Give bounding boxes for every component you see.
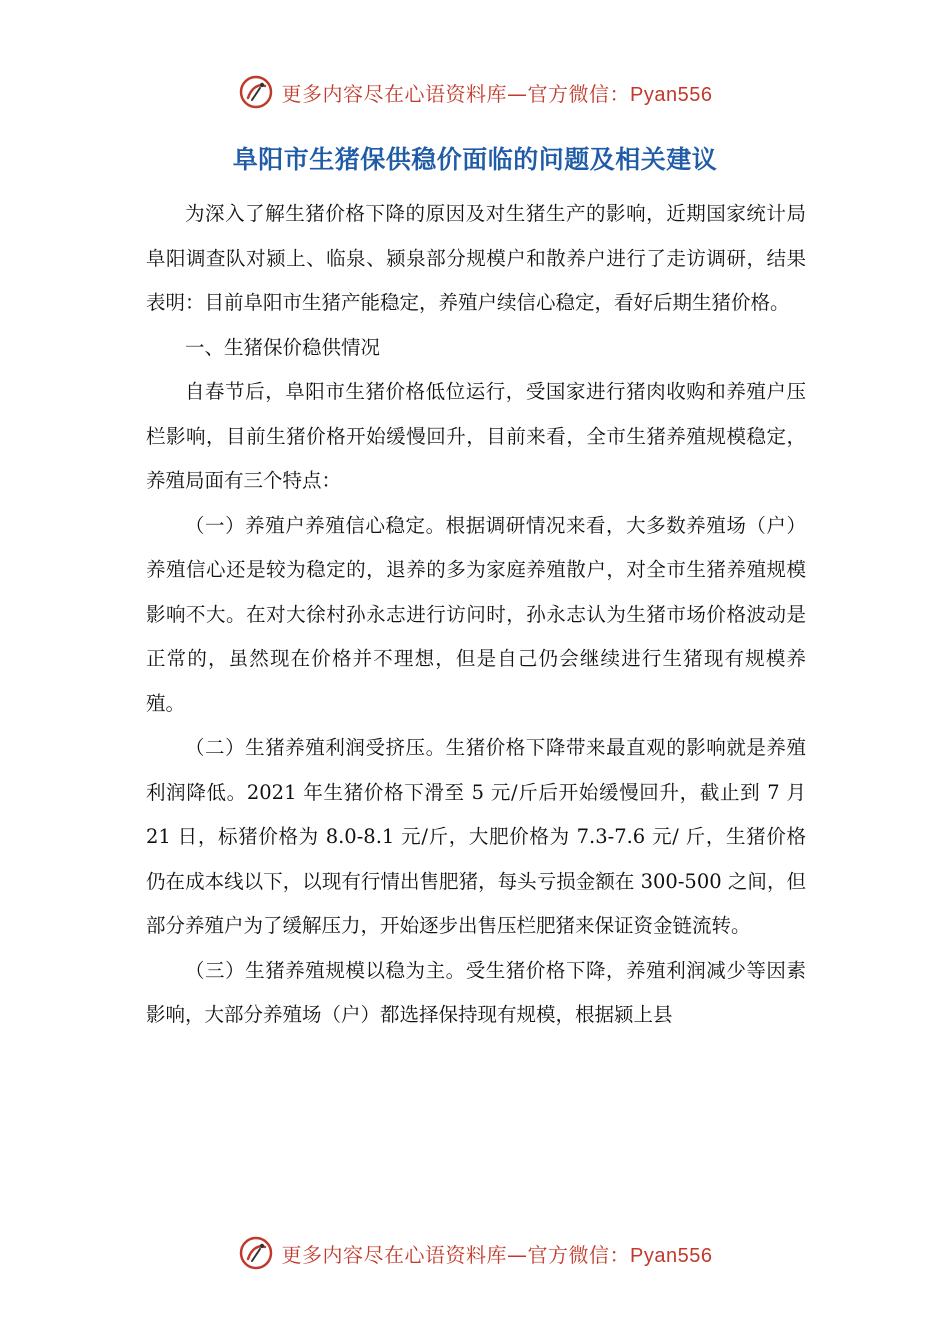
logo-icon [238,1235,274,1271]
paragraph: 自春节后，阜阳市生猪价格低位运行，受国家进行猪肉收购和养殖户压栏影响，目前生猪价格开始缓慢回升，目前来看，全市生猪养殖规模稳定，养殖局面有三个特点： [146,380,806,492]
page-title: 阜阳市生猪保供稳价面临的问题及相关建议 [232,145,718,174]
watermark-text: 更多内容尽在心语资料库—官方微信：Pyan556 [281,1242,713,1267]
paragraph: 为深入了解生猪价格下降的原因及对生猪生产的影响，近期国家统计局阜阳调查队对颍上、临泉、颍泉部分规模户和散养户进行了走访调研，结果表明：目前阜阳市生猪产能稳定，养殖户续信心稳定，看好后期生猪价格。 [146,202,806,314]
header-watermark [0,72,950,112]
section-heading: 一、生猪保价稳供情况 [185,335,381,359]
logo-icon [238,74,274,110]
paragraph: （一）养殖户养殖信心稳定。根据调研情况来看，大多数养殖场（户）养殖信心还是较为稳定的，退养的多为家庭养殖散户，对全市生猪养殖规模影响不大。在对大徐村孙永志进行访问时，孙永志认为生猪市场价格波动是正常的，虽然现在价格并不理想，但是自己仍会继续进行生猪现有规模养殖。 [146,513,806,715]
paragraph: （三）生猪养殖规模以稳为主。受生猪价格下降，养殖利润减少等因素影响，大部分养殖场（户）都选择保持现有规模，根据颍上县 [146,958,806,1026]
document-body [146,192,806,1038]
watermark-text: 更多内容尽在心语资料库—官方微信：Pyan556 [281,81,713,106]
footer-watermark [0,1233,950,1273]
paragraph: （二）生猪养殖利润受挤压。生猪价格下降带来最直观的影响就是养殖利润降低。2021 年生猪价格下滑至 5 元/斤后开始缓慢回升，截止到 7 月 21 日，标猪价格为 8.0-8.1 元/斤，大肥价格为 7.3-7.6 元/ 斤，生猪价格仍在成本线以下，以现有行情出售肥猪，每头亏损金额在 300-500 之间，但部分养殖户为了缓解压力，开始逐步出售压栏肥猪来保证资金链流转。 [146,736,806,937]
